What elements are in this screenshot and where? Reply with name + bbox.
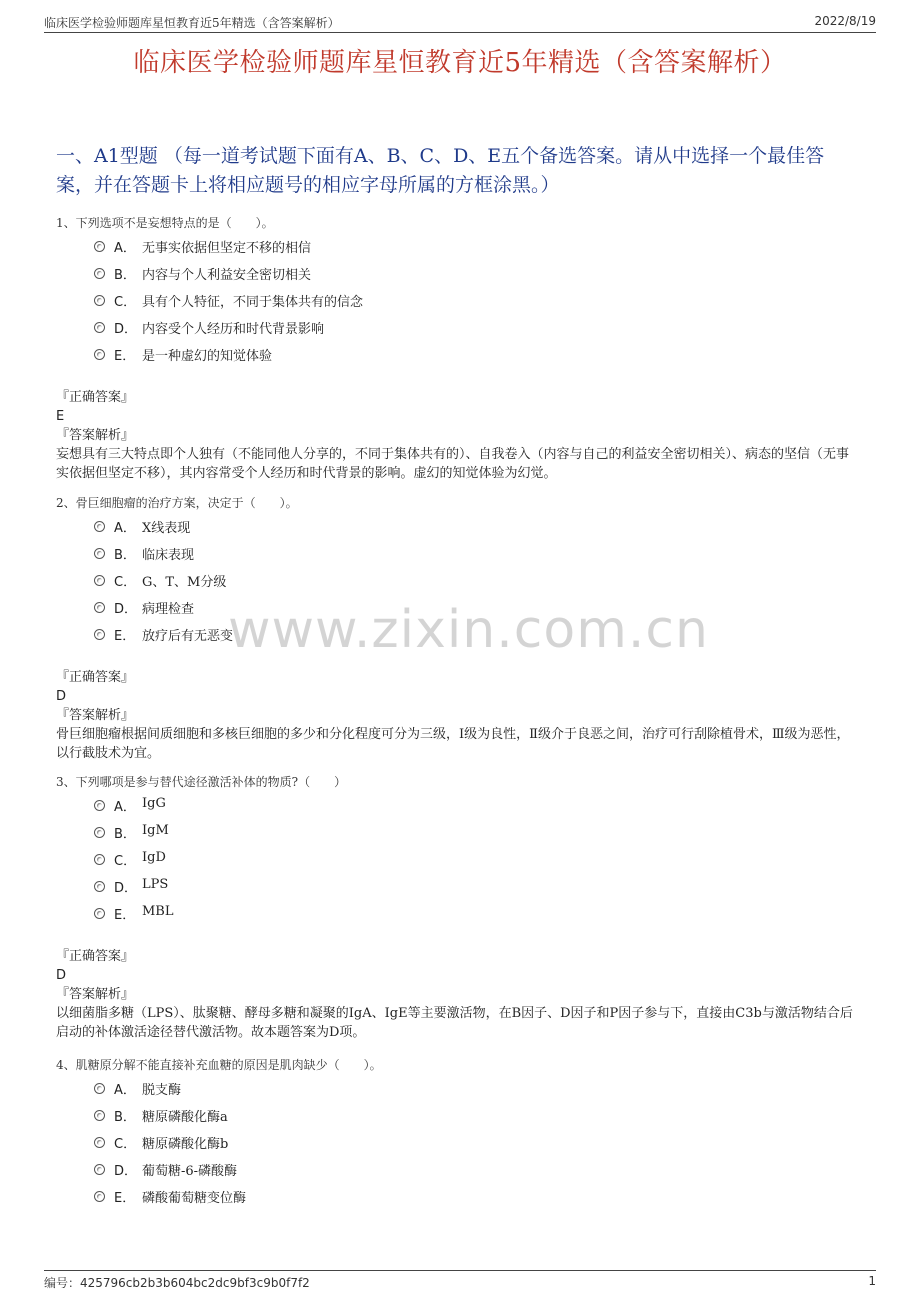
radio-icon[interactable] — [94, 827, 105, 838]
watermark: www.zixin.com.cn — [228, 600, 709, 660]
option-letter: B． — [114, 268, 136, 283]
radio-icon[interactable] — [94, 629, 105, 640]
option-text: 糖原磷酸化酶a — [142, 1110, 228, 1125]
option-e[interactable] — [56, 902, 860, 929]
option-d[interactable] — [56, 875, 860, 902]
option-text: 是一种虚幻的知觉体验 — [142, 349, 273, 364]
option-text: 临床表现 — [142, 548, 195, 563]
radio-icon[interactable] — [94, 548, 105, 559]
option-letter: E． — [114, 629, 136, 644]
option-text: 无事实依据但坚定不移的相信 — [142, 241, 312, 256]
option-letter: D． — [114, 881, 138, 896]
option-text: G、T、M分级 — [142, 575, 227, 590]
option-letter: E． — [114, 908, 136, 923]
radio-icon[interactable] — [94, 1137, 105, 1148]
option-text: 放疗后有无恶变 — [142, 629, 234, 644]
answer-block — [56, 947, 860, 1042]
option-c[interactable] — [56, 569, 860, 596]
answer-label: 『正确答案』 — [56, 390, 135, 405]
answer-block — [56, 388, 860, 483]
radio-icon[interactable] — [94, 295, 105, 306]
answer-value: E — [56, 409, 65, 424]
option-e[interactable] — [56, 1185, 860, 1212]
option-b[interactable] — [56, 821, 860, 848]
option-text: IgG — [142, 796, 166, 811]
answer-label: 『正确答案』 — [56, 949, 135, 964]
radio-icon[interactable] — [94, 908, 105, 919]
option-text: 内容与个人利益安全密切相关 — [142, 268, 312, 283]
option-letter: D． — [114, 322, 138, 337]
option-b[interactable] — [56, 262, 860, 289]
radio-icon[interactable] — [94, 575, 105, 586]
question-1 — [56, 214, 860, 483]
answer-block — [56, 668, 860, 763]
option-letter: C． — [114, 854, 137, 869]
option-letter: B． — [114, 1110, 136, 1125]
question-4 — [56, 1056, 860, 1212]
question-stem: 1、下列选项不是妄想特点的是（ ）。 — [56, 216, 274, 230]
option-text: IgM — [142, 823, 169, 838]
option-e[interactable] — [56, 623, 860, 650]
explanation-text: 以细菌脂多糖（LPS）、肽聚糖、酵母多糖和凝聚的IgA、IgE等主要激活物，在B因子、D因子和P因子参与下，直接由C3b与激活物结合后启动的补体激活途径替代激活物。故本题答案为D项。 — [56, 1006, 853, 1040]
section-heading: 一、A1型题 （每一道考试题下面有A、B、C、D、E五个备选答案。请从中选择一个最佳答案，并在答题卡上将相应题号的相应字母所属的方框涂黑。） — [56, 145, 825, 196]
option-c[interactable] — [56, 848, 860, 875]
explanation-label: 『答案解析』 — [56, 987, 135, 1002]
header-date: 2022/8/19 — [814, 14, 876, 28]
page-number: 1 — [868, 1274, 876, 1288]
option-letter: C． — [114, 1137, 137, 1152]
option-letter: A． — [114, 241, 136, 256]
explanation-label: 『答案解析』 — [56, 428, 135, 443]
option-d[interactable] — [56, 316, 860, 343]
radio-icon[interactable] — [94, 1164, 105, 1175]
option-letter: D． — [114, 602, 138, 617]
explanation-text: 妄想具有三大特点即个人独有（不能同他人分享的，不同于集体共有的）、自我卷入（内容与自己的利益安全密切相关）、病态的坚信（无事实依据但坚定不移），其内容常受个人经历和时代背景的影响。虚幻的知觉体验为幻觉。 — [56, 447, 850, 481]
option-b[interactable] — [56, 542, 860, 569]
option-text: X线表现 — [142, 521, 191, 536]
option-letter: A． — [114, 521, 136, 536]
answer-value: D — [56, 968, 67, 983]
radio-icon[interactable] — [94, 1110, 105, 1121]
question-stem: 3、下列哪项是参与替代途径激活补体的物质?（ ） — [56, 775, 347, 789]
page-title: 临床医学检验师题库星恒教育近5年精选（含答案解析） — [133, 48, 787, 78]
explanation-text: 骨巨细胞瘤根据间质细胞和多核巨细胞的多少和分化程度可分为三级，Ⅰ级为良性，Ⅱ级介于良恶之间，治疗可行刮除植骨术，Ⅲ级为恶性，以行截肢术为宜。 — [56, 727, 850, 761]
radio-icon[interactable] — [94, 1191, 105, 1202]
option-letter: B． — [114, 548, 136, 563]
option-d[interactable] — [56, 1158, 860, 1185]
option-letter: C． — [114, 575, 137, 590]
option-letter: A． — [114, 800, 136, 815]
option-letter: B． — [114, 827, 136, 842]
option-letter: A． — [114, 1083, 136, 1098]
radio-icon[interactable] — [94, 1083, 105, 1094]
option-a[interactable] — [56, 235, 860, 262]
footer-code: 编号：425796cb2b3b604bc2dc9bf3c9b0f7f2 — [44, 1276, 310, 1290]
option-e[interactable] — [56, 343, 860, 370]
radio-icon[interactable] — [94, 521, 105, 532]
option-b[interactable] — [56, 1104, 860, 1131]
answer-label: 『正确答案』 — [56, 670, 135, 685]
option-text: 糖原磷酸化酶b — [142, 1137, 229, 1152]
option-letter: C． — [114, 295, 137, 310]
question-3 — [56, 773, 860, 1042]
option-d[interactable] — [56, 596, 860, 623]
radio-icon[interactable] — [94, 241, 105, 252]
radio-icon[interactable] — [94, 602, 105, 613]
page-footer — [44, 1270, 876, 1293]
option-text: MBL — [142, 904, 174, 919]
explanation-label: 『答案解析』 — [56, 708, 135, 723]
option-c[interactable] — [56, 289, 860, 316]
option-letter: E． — [114, 349, 136, 364]
radio-icon[interactable] — [94, 881, 105, 892]
radio-icon[interactable] — [94, 854, 105, 865]
option-c[interactable] — [56, 1131, 860, 1158]
question-stem: 4、肌糖原分解不能直接补充血糖的原因是肌肉缺少（ ）。 — [56, 1058, 382, 1072]
radio-icon[interactable] — [94, 800, 105, 811]
question-stem: 2、骨巨细胞瘤的治疗方案，决定于（ ）。 — [56, 496, 298, 510]
option-letter: E． — [114, 1191, 136, 1206]
radio-icon[interactable] — [94, 349, 105, 360]
question-2 — [56, 494, 860, 763]
option-text: 脱支酶 — [142, 1083, 182, 1098]
option-text: 具有个人特征，不同于集体共有的信念 — [142, 295, 364, 310]
option-a[interactable] — [56, 515, 860, 542]
option-text: LPS — [142, 877, 169, 892]
option-letter: D． — [114, 1164, 138, 1179]
page-header — [44, 12, 876, 33]
option-text: 葡萄糖-6-磷酸酶 — [142, 1164, 238, 1179]
option-text: 病理检查 — [142, 602, 195, 617]
header-doc-name: 临床医学检验师题库星恒教育近5年精选（含答案解析） — [44, 16, 340, 30]
option-text: IgD — [142, 850, 166, 865]
option-a[interactable] — [56, 794, 860, 821]
answer-value: D — [56, 689, 67, 704]
radio-icon[interactable] — [94, 322, 105, 333]
option-text: 磷酸葡萄糖变位酶 — [142, 1191, 247, 1206]
option-text: 内容受个人经历和时代背景影响 — [142, 322, 325, 337]
option-a[interactable] — [56, 1077, 860, 1104]
radio-icon[interactable] — [94, 268, 105, 279]
